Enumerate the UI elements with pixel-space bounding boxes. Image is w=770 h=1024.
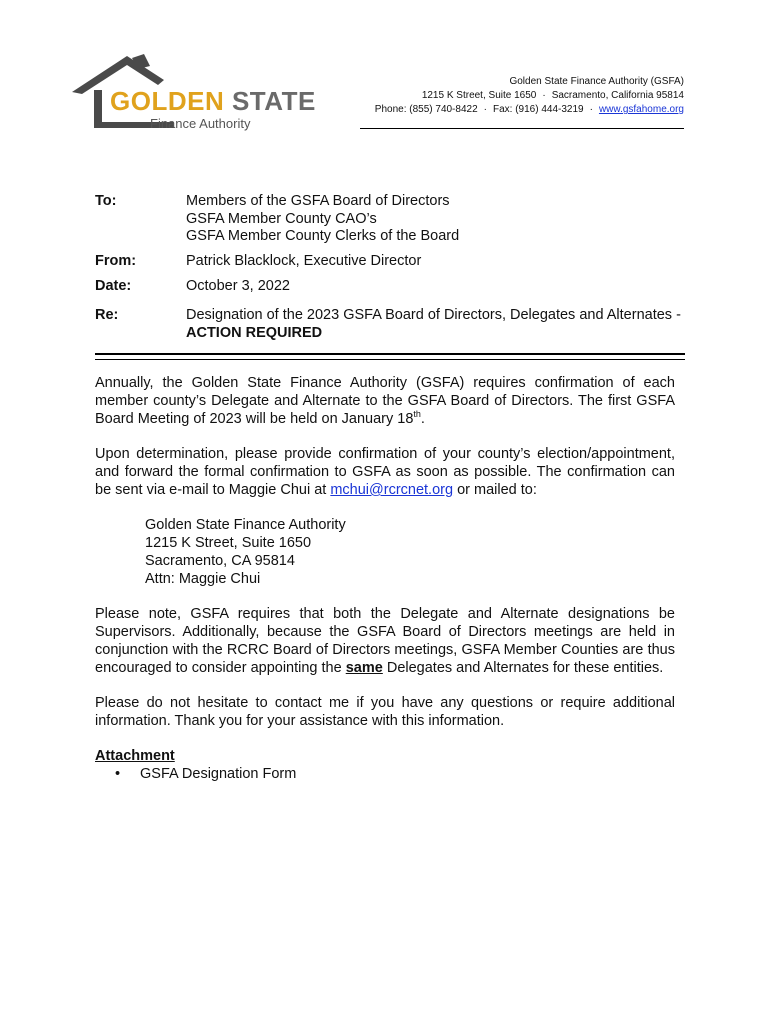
contact-line (375, 103, 684, 117)
re-label: Re: (95, 307, 119, 323)
date-label: Date: (95, 278, 132, 294)
to-line: GSFA Member County Clerks of the Board (186, 228, 460, 244)
attachment-item (115, 765, 675, 783)
date-value: October 3, 2022 (186, 278, 290, 294)
p1-superscript: th (413, 409, 421, 420)
re-action: ACTION REQUIRED (186, 324, 323, 341)
separator: · (483, 104, 487, 115)
logo-word-golden: GOLDEN (110, 86, 225, 116)
logo-subtitle: Finance Authority (150, 116, 251, 131)
email-link[interactable]: mchui@rcrcnet.org (330, 482, 454, 498)
gsfa-logo (72, 52, 316, 136)
letter-body (95, 374, 675, 783)
org-line: Golden State Finance Authority (GSFA) (509, 76, 684, 87)
attachment-heading: Attachment (95, 748, 175, 764)
bullet-icon: • (115, 766, 121, 782)
address-line: 1215 K Street, Suite 1650 (145, 535, 312, 551)
memo-date-row (95, 278, 685, 307)
separator: · (542, 90, 546, 101)
address-city: Sacramento, California 95814 (551, 90, 684, 101)
to-line: GSFA Member County CAO’s (186, 210, 377, 227)
address-line: Golden State Finance Authority (145, 517, 346, 533)
separator: · (589, 104, 593, 115)
mailing-address (145, 516, 675, 588)
paragraph-1 (95, 374, 675, 428)
memo-header (95, 193, 685, 351)
p3-text: Please note, GSFA requires that both the Delegate and Alternate designations be Supervisors. Additionally, because the GSFA Board of Directors meetings are held in conjunction with the RCRC Board of Directors meetings, GSFA Member Counties are thus encouraged to consider appointing the (95, 606, 675, 676)
p2-text: Upon determination, please provide confirmation of your county’s election/appointment, and forward the formal confirmation to GSFA as soon as possible. The confirmation can be sent via e-mail to Maggie Chui at (95, 446, 675, 498)
header-divider (360, 128, 684, 129)
paragraph-4: Please do not hesitate to contact me if you have any questions or require additional information. Thank you for your assistance with this information. (95, 695, 675, 729)
p1-end: . (420, 411, 425, 427)
phone: Phone: (855) 740-8422 (374, 104, 478, 115)
address-street: 1215 K Street, Suite 1650 (421, 90, 537, 101)
p2-end: or mailed to: (453, 482, 537, 498)
memo-divider (95, 353, 685, 360)
memo-from-row (95, 253, 685, 278)
website-link[interactable]: www.gsfahome.org (598, 104, 684, 115)
letterhead-contact (375, 75, 684, 117)
address-line: Sacramento, CA 95814 (145, 553, 295, 569)
to-label: To: (95, 193, 117, 209)
paragraph-2 (95, 445, 675, 499)
p3-emphasis: same (345, 660, 383, 676)
address-line: Attn: Maggie Chui (145, 571, 261, 587)
logo-wordmark (110, 86, 316, 117)
re-subject: Designation of the 2023 GSFA Board of Directors, Delegates and Alternates - (186, 307, 681, 323)
attachment-label: GSFA Designation Form (140, 766, 297, 782)
p3-end: Delegates and Alternates for these entities. (382, 660, 664, 676)
fax: Fax: (916) 444-3219 (492, 104, 584, 115)
address-line (375, 89, 684, 103)
from-value: Patrick Blacklock, Executive Director (186, 253, 422, 269)
re-value (186, 307, 685, 351)
to-recipients (186, 193, 685, 253)
memo-re-row (95, 307, 685, 351)
p1-text: Annually, the Golden State Finance Authority (GSFA) requires confirmation of each member county’s Delegate and Alternate to the GSFA Board of Directors. The first GSFA Board Meeting of 2023 will be held on January 18 (95, 375, 675, 427)
to-line: Members of the GSFA Board of Directors (186, 193, 450, 209)
logo-word-state: STATE (231, 86, 316, 116)
memo-to-row (95, 193, 685, 253)
paragraph-3 (95, 605, 675, 677)
from-label: From: (95, 253, 137, 269)
